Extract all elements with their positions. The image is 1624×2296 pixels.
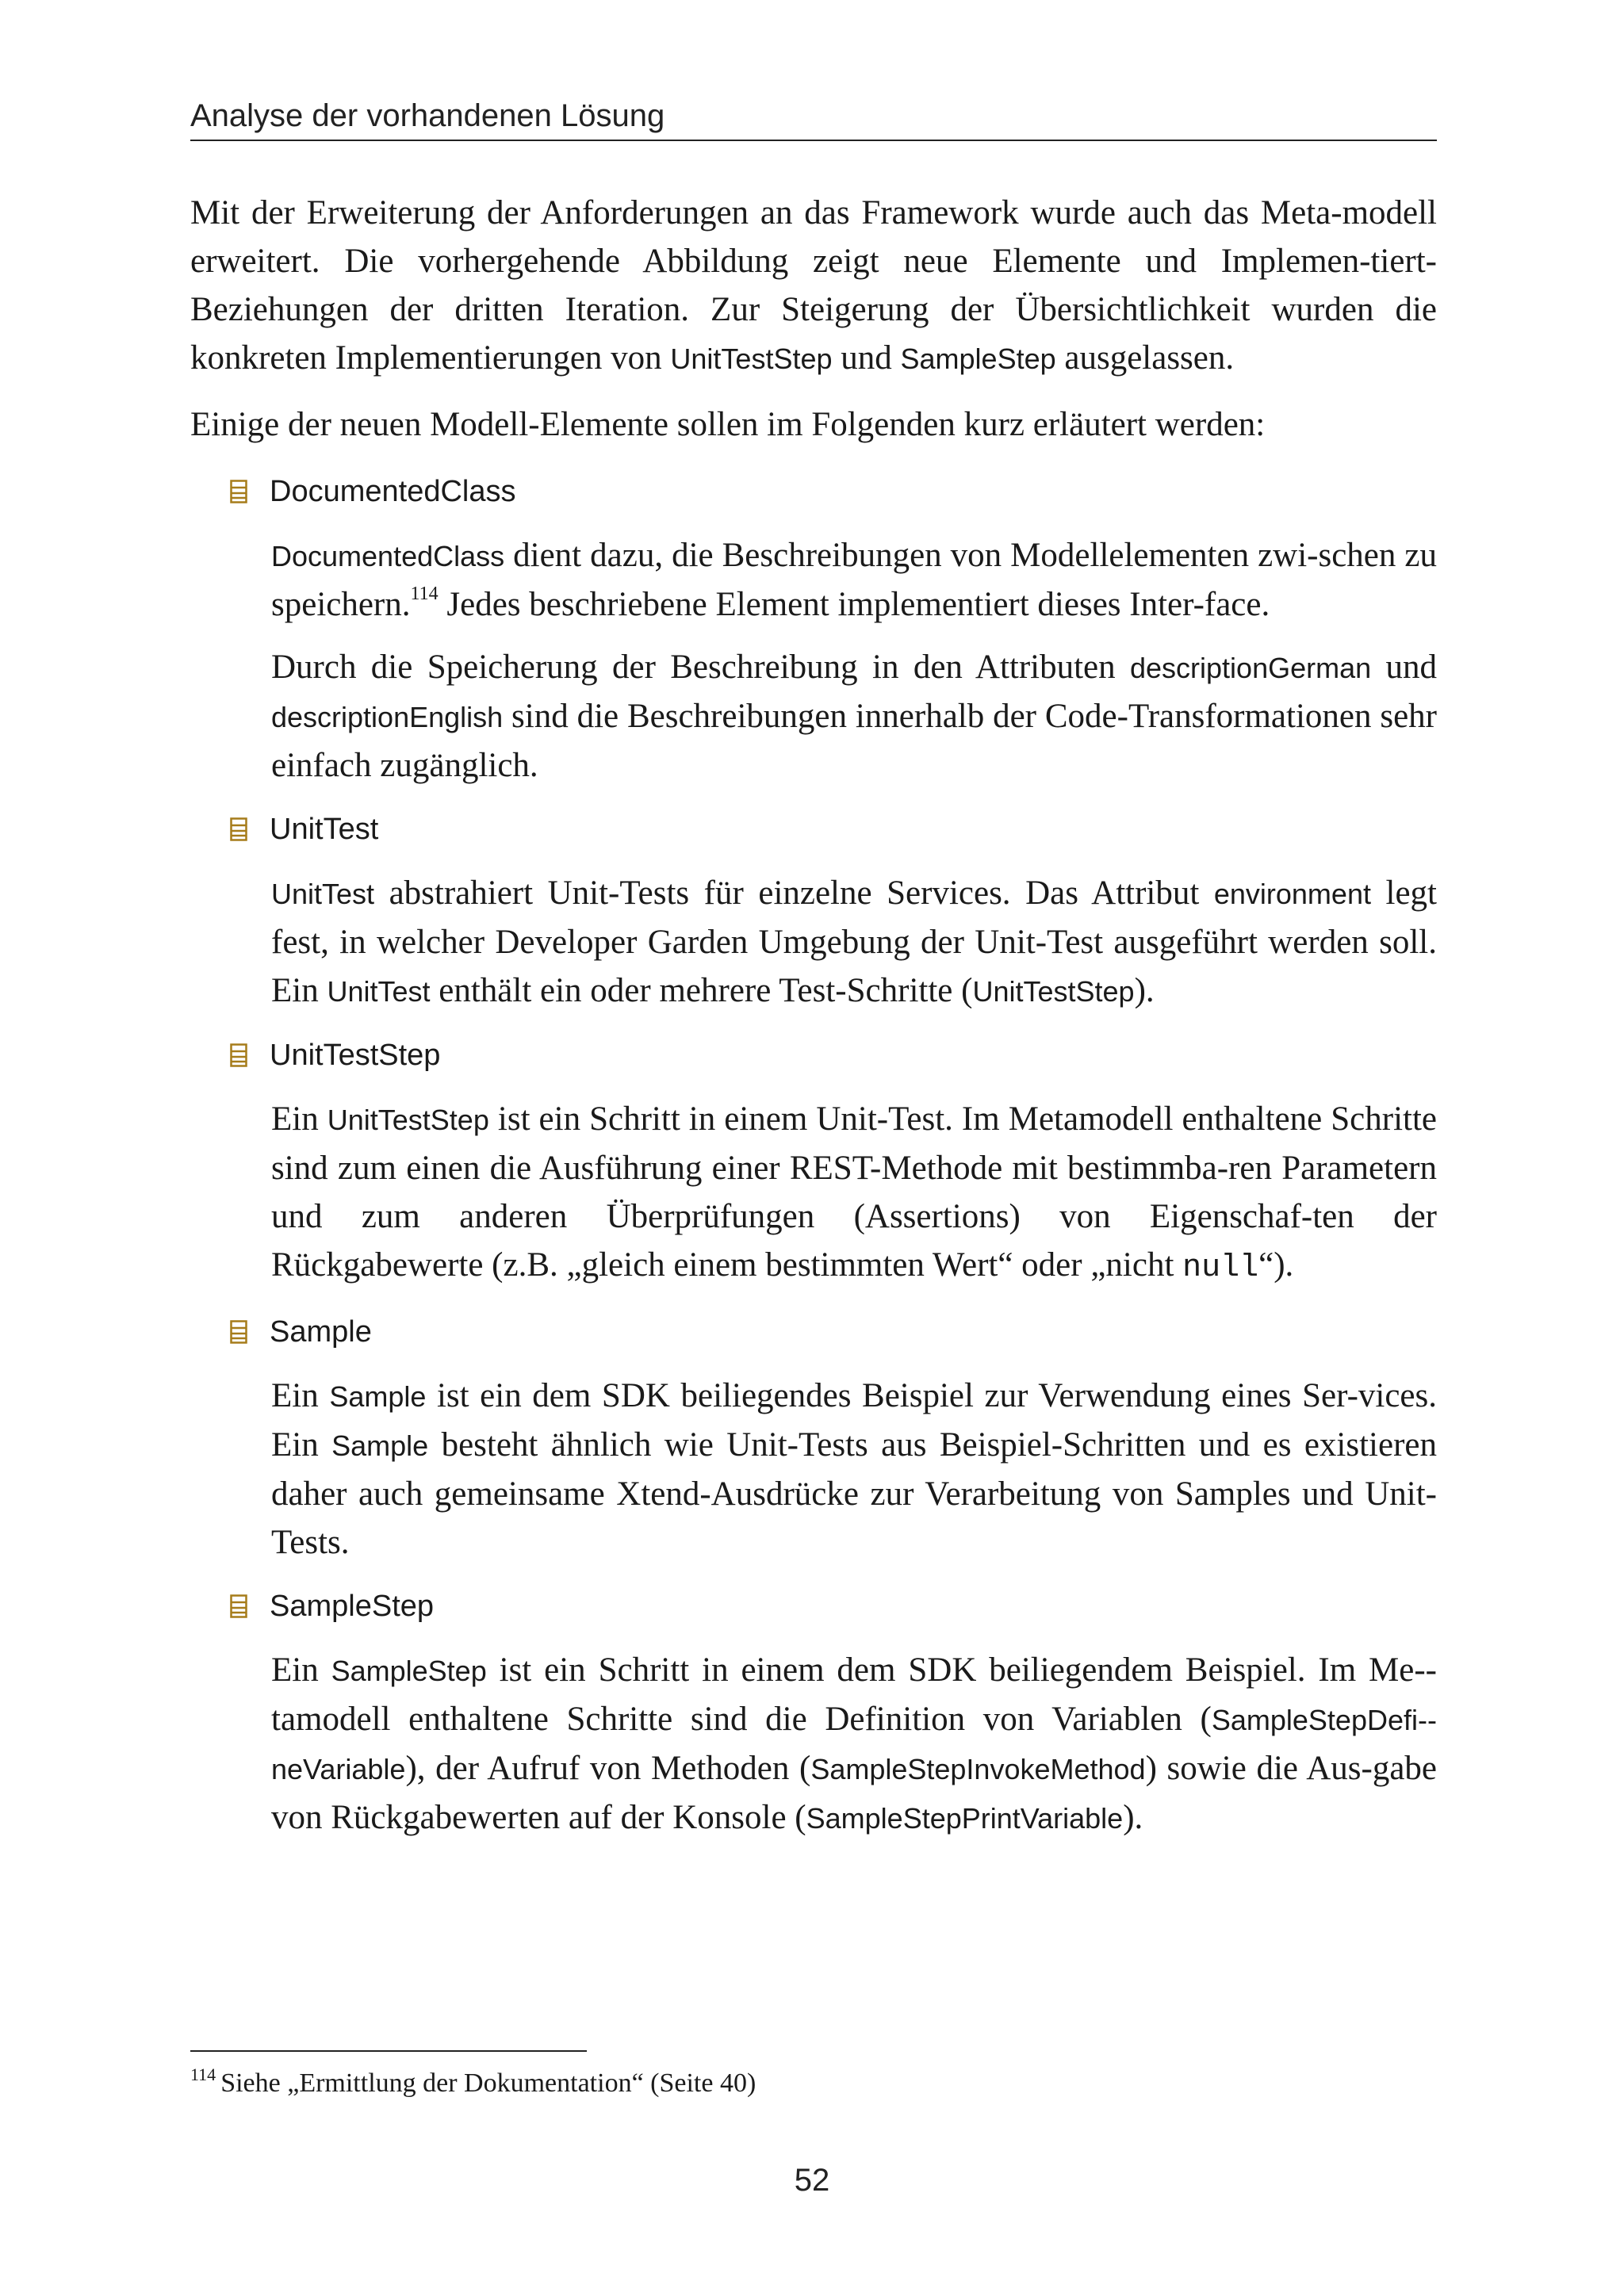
definition-item [190, 1307, 1437, 1567]
term-label: Sample [270, 1314, 372, 1349]
document-list-icon [230, 480, 247, 503]
term-row [230, 1030, 1437, 1081]
inline-code: SampleStepPrintVariable [806, 1802, 1124, 1835]
document-list-icon [230, 1594, 247, 1618]
term-label: UnitTest [270, 812, 379, 846]
lead-paragraph: Einige der neuen Modell-Elemente sollen im Folgenden kurz erläutert werden: [190, 406, 1266, 443]
description-paragraph: Ein UnitTestStep ist ein Schritt in einem Unit-Test. Im Metamodell enthaltene Schritte sind zum einen die Ausführung einer REST-Methode mit bestimmba-ren Parametern und zum anderen Überprüfungen (Assertions) von Eigenschaf-ten der Rückgabewerte (z.B. „gleich einem bestimmten Wert“ oder „nicht null“). [271, 1100, 1437, 1286]
footnote [190, 2064, 1437, 2103]
footnote-number: 114 [190, 2064, 216, 2084]
term-row [230, 466, 1437, 517]
term-description [271, 855, 1437, 1016]
description-paragraph: Durch die Speicherung der Beschreibung in den Attributen descriptionGerman und descriptionEnglish sind die Beschreibungen innerhalb der Code-Transformationen sehr einfach zugänglich. [271, 649, 1437, 784]
definition-item [190, 466, 1437, 790]
body-text [190, 189, 1437, 1857]
term-description [271, 1357, 1437, 1567]
description-paragraph: DocumentedClass dient dazu, die Beschreibungen von Modellelementen zwi-schen zu speichern.$^{114}$ Jedes beschriebene Element implementiert dieses Inter-face. [271, 537, 1437, 623]
page-number: 52 [794, 2163, 830, 2198]
inline-code: Sample [329, 1380, 427, 1413]
definition-list [190, 466, 1437, 1843]
intro-paragraph: Mit der Erweiterung der Anforderungen an das Framework wurde auch das Meta-modell erweitert. Die vorhergehende Abbildung zeigt neue Elemente und Implemen-tiert-Beziehungen der dritten Iteration. Zur Steigerung der Übersichtlichkeit wurden die konkreten Implementierungen von UnitTestStep und SampleStep ausgelassen. [190, 194, 1437, 377]
term-label: SampleStep [270, 1589, 435, 1623]
inline-code: UnitTestStep [327, 1104, 489, 1136]
term-label: UnitTestStep [270, 1038, 441, 1072]
term-description [271, 1081, 1437, 1292]
term-label: DocumentedClass [270, 474, 516, 508]
description-paragraph: Ein Sample ist ein dem SDK beiliegendes Beispiel zur Verwendung eines Ser-vices. Ein Sample besteht ähnlich wie Unit-Tests aus Beispiel-Schritten und es existieren daher auch gemeinsame Xtend-Ausdrücke zur Verarbeitung von Samples und Unit-Tests. [271, 1377, 1437, 1561]
inline-code: SampleStepDefi-neVariable [271, 1704, 1437, 1785]
inline-monospace: null [1182, 1250, 1259, 1286]
inline-code: Sample [331, 1429, 429, 1462]
inline-code: UnitTestStep [670, 342, 833, 375]
term-row [230, 804, 1437, 855]
inline-code: SampleStepInvokeMethod [810, 1753, 1146, 1785]
term-row [230, 1581, 1437, 1632]
footnote-divider [190, 2050, 587, 2052]
footnote-reference: 114 [410, 584, 439, 604]
definition-item [190, 1030, 1437, 1292]
running-header: Analyse der vorhandenen Lösung [190, 94, 1437, 141]
term-description [271, 1632, 1437, 1843]
footnote-text: Siehe „Ermittlung der Dokumentation“ (Seite 40) [220, 2068, 756, 2098]
document-list-icon [230, 1320, 247, 1344]
inline-code: descriptionEnglish [271, 701, 504, 733]
term-row [230, 1307, 1437, 1357]
definition-item [190, 1581, 1437, 1843]
document-list-icon [230, 1043, 247, 1067]
inline-code: SampleStep [900, 342, 1056, 375]
inline-code: SampleStep [331, 1655, 487, 1687]
inline-code: environment [1213, 878, 1371, 910]
description-paragraph: UnitTest abstrahiert Unit-Tests für einzelne Services. Das Attribut environment legt fest, in welcher Developer Garden Umgebung der Unit-Test ausgeführt werden soll. Ein UnitTest enthält ein oder mehrere Test-Schritte (UnitTestStep). [271, 874, 1437, 1009]
inline-code: UnitTestStep [972, 975, 1135, 1008]
document-list-icon [230, 817, 247, 841]
description-paragraph: Ein SampleStep ist ein Schritt in einem dem SDK beiliegendem Beispiel. Im Me-tamodell enthaltene Schritte sind die Definition von Variablen (SampleStepDefi-neVariable), der Aufruf von Methoden (SampleStepInvokeMethod) sowie die Aus-gabe von Rückgabewerten auf der Konsole (SampleStepPrintVariable). [271, 1651, 1437, 1836]
inline-code: UnitTest [271, 878, 375, 910]
term-description [271, 517, 1437, 790]
inline-code: DocumentedClass [271, 540, 505, 572]
inline-code: UnitTest [327, 975, 431, 1008]
definition-item [190, 804, 1437, 1016]
inline-code: descriptionGerman [1130, 652, 1372, 684]
